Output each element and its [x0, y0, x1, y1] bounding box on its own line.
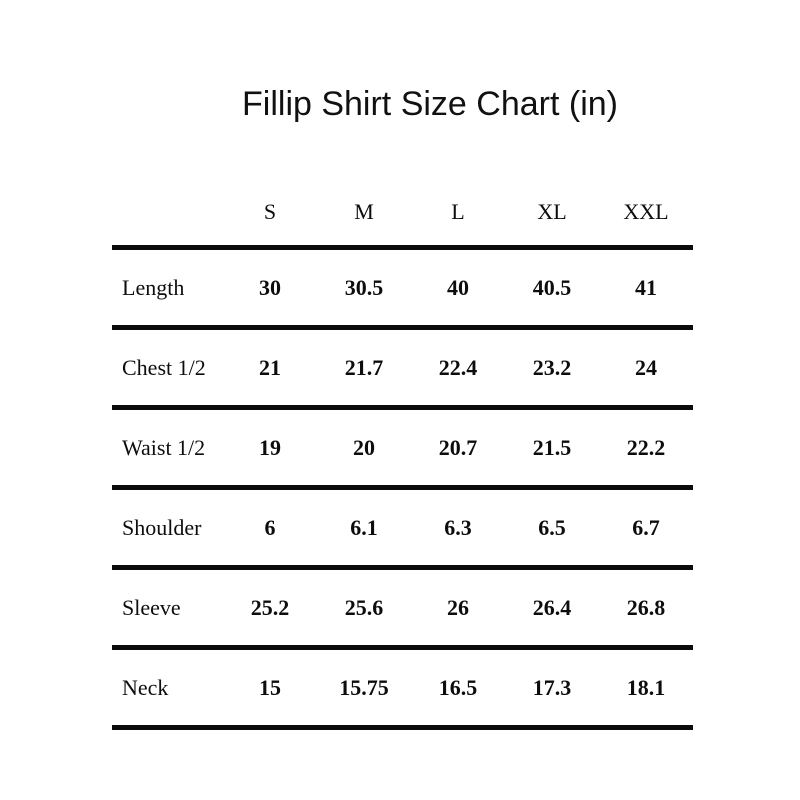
- size-value: 6: [223, 488, 317, 568]
- column-header-xl: XL: [505, 178, 599, 248]
- size-value: 15.75: [317, 648, 411, 728]
- size-value: 20: [317, 408, 411, 488]
- size-value: 22.2: [599, 408, 693, 488]
- row-label: Chest 1/2: [112, 328, 223, 408]
- size-value: 26: [411, 568, 505, 648]
- size-value: 40: [411, 248, 505, 328]
- row-label: Sleeve: [112, 568, 223, 648]
- table-row: [112, 648, 693, 728]
- size-chart-table: [112, 178, 693, 730]
- column-header-xxl: XXL: [599, 178, 693, 248]
- table-row: [112, 488, 693, 568]
- row-label: Neck: [112, 648, 223, 728]
- row-label: Shoulder: [112, 488, 223, 568]
- table-row: [112, 408, 693, 488]
- size-value: 15: [223, 648, 317, 728]
- size-value: 25.2: [223, 568, 317, 648]
- table-row: [112, 328, 693, 408]
- size-value: 6.1: [317, 488, 411, 568]
- page-title: Fillip Shirt Size Chart (in): [242, 85, 618, 123]
- size-value: 17.3: [505, 648, 599, 728]
- size-value: 21.7: [317, 328, 411, 408]
- size-value: 6.5: [505, 488, 599, 568]
- size-value: 16.5: [411, 648, 505, 728]
- table-row: [112, 248, 693, 328]
- table-body: [112, 248, 693, 728]
- corner-cell: [112, 178, 223, 248]
- row-label: Length: [112, 248, 223, 328]
- size-value: 19: [223, 408, 317, 488]
- size-value: 24: [599, 328, 693, 408]
- size-value: 30: [223, 248, 317, 328]
- table-row: [112, 568, 693, 648]
- size-value: 23.2: [505, 328, 599, 408]
- size-value: 21.5: [505, 408, 599, 488]
- size-value: 6.3: [411, 488, 505, 568]
- size-value: 41: [599, 248, 693, 328]
- size-value: 22.4: [411, 328, 505, 408]
- size-value: 25.6: [317, 568, 411, 648]
- size-value: 21: [223, 328, 317, 408]
- size-value: 26.4: [505, 568, 599, 648]
- column-header-m: M: [317, 178, 411, 248]
- column-header-s: S: [223, 178, 317, 248]
- column-header-l: L: [411, 178, 505, 248]
- size-value: 30.5: [317, 248, 411, 328]
- size-value: 18.1: [599, 648, 693, 728]
- table-header: [112, 178, 693, 248]
- size-value: 6.7: [599, 488, 693, 568]
- size-value: 20.7: [411, 408, 505, 488]
- size-value: 40.5: [505, 248, 599, 328]
- header-row: [112, 178, 693, 248]
- row-label: Waist 1/2: [112, 408, 223, 488]
- size-value: 26.8: [599, 568, 693, 648]
